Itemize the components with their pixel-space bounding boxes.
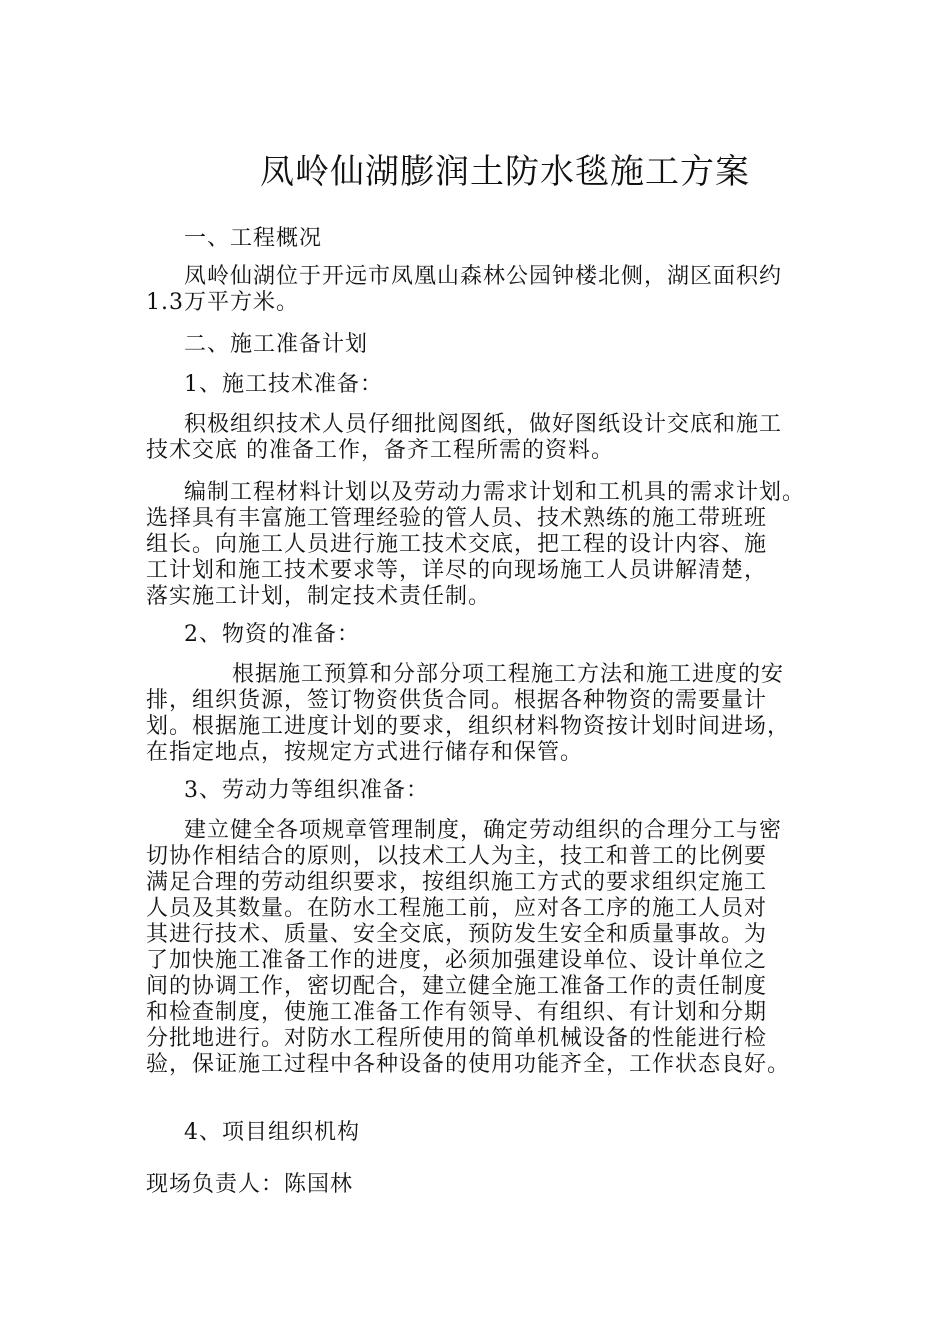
paragraph-line: 排，组织货源，签订物资供货合同。根据各种物资的需要量计	[146, 688, 768, 713]
paragraph-line: 工计划和施工技术要求等，详尽的向现场施工人员讲解清楚，	[146, 558, 768, 583]
paragraph-line: 间的协调工作，密切配合，建立健全施工准备工作的责任制度	[146, 974, 768, 999]
subsection-heading-material-prep: 2、物资的准备：	[184, 622, 360, 647]
paragraph-line: 根据施工预算和分部分项工程施工方法和施工进度的安	[232, 662, 785, 687]
paragraph-line: 积极组织技术人员仔细批阅图纸，做好图纸设计交底和施工	[184, 412, 783, 437]
paragraph-line: 分批地进行。对防水工程所使用的简单机械设备的性能进行检	[146, 1026, 768, 1051]
paragraph-line: 选择具有丰富施工管理经验的管人员、技术熟练的施工带班班	[146, 506, 768, 531]
paragraph-line-site-manager: 现场负责人：陈国林	[146, 1172, 354, 1197]
paragraph-line: 凤岭仙湖位于开远市凤凰山森林公园钟楼北侧，湖区面积约	[184, 264, 783, 289]
subsection-heading-tech-prep: 1、施工技术准备：	[184, 372, 383, 397]
subsection-heading-org-structure: 4、项目组织机构	[184, 1120, 360, 1145]
paragraph-line: 和检查制度，使施工准备工作有领导、有组织、有计划和分期	[146, 1000, 768, 1025]
paragraph-line: 在指定地点，按规定方式进行储存和保管。	[146, 740, 584, 765]
paragraph-line: 满足合理的劳动组织要求，按组织施工方式的要求组织定施工	[146, 870, 768, 895]
paragraph-line: 了加快施工准备工作的进度，必须加强建设单位、设计单位之	[146, 948, 768, 973]
paragraph-line: 组长。向施工人员进行施工技术交底，把工程的设计内容、施	[146, 532, 768, 557]
paragraph-line: 1.3万平方米。	[146, 290, 299, 315]
paragraph-line: 划。根据施工进度计划的要求，组织材料物资按计划时间进场，	[146, 714, 791, 739]
paragraph-line: 技术交底 的准备工作，备齐工程所需的资料。	[146, 438, 614, 463]
paragraph-line: 编制工程材料计划以及劳动力需求计划和工机具的需求计划。	[184, 480, 806, 505]
paragraph-line: 人员及其数量。在防水工程施工前，应对各工序的施工人员对	[146, 896, 768, 921]
subsection-heading-labor-prep: 3、劳动力等组织准备：	[184, 778, 429, 803]
paragraph-line: 其进行技术、质量、安全交底，预防发生安全和质量事故。为	[146, 922, 768, 947]
paragraph-line: 验，保证施工过程中各种设备的使用功能齐全，工作状态良好。	[146, 1052, 791, 1077]
paragraph-line: 落实施工计划，制定技术责任制。	[146, 584, 492, 609]
paragraph-line: 建立健全各项规章管理制度，确定劳动组织的合理分工与密	[184, 818, 783, 843]
section-heading-prep-plan: 二、施工准备计划	[184, 332, 369, 357]
document-title: 凤岭仙湖膨润土防水毯施工方案	[260, 152, 750, 192]
paragraph-line: 切协作相结合的原则，以技术工人为主，技工和普工的比例要	[146, 844, 768, 869]
section-heading-overview: 一、工程概况	[184, 226, 323, 251]
